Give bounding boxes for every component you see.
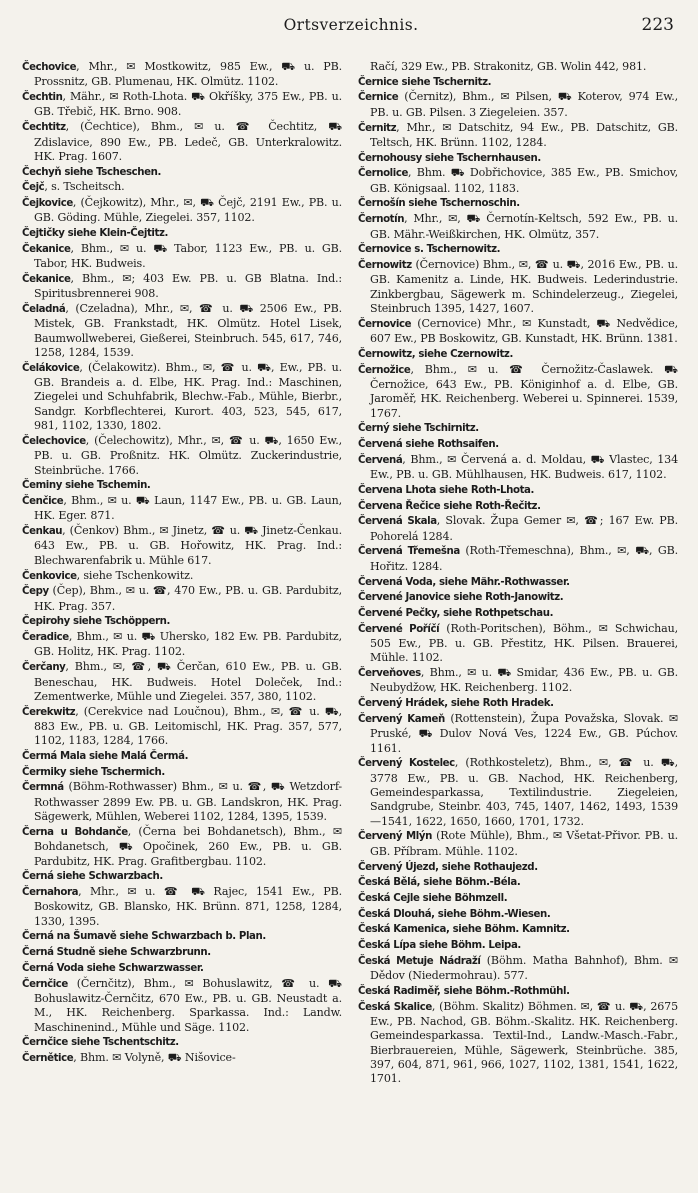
entry-text: (Cernovice) Mhr., ✉ Kunstadt, ⛟ Nedvědice, 607 Ew., PB Boskowitz, GB. Kunstadt, HK. Brünn. 1381. bbox=[370, 316, 678, 346]
entry-headword: Černolice bbox=[358, 168, 408, 180]
entry-text: , siehe Tschenkowitz. bbox=[76, 568, 194, 582]
entry-headword: Čeladná bbox=[22, 304, 66, 316]
entry-headword: Černowitz, siehe Czernowitz. bbox=[358, 348, 513, 360]
directory-entry bbox=[358, 421, 678, 436]
page-title: Ortsverzeichnis. bbox=[283, 16, 419, 34]
directory-entry bbox=[358, 317, 678, 347]
directory-entry bbox=[358, 483, 678, 498]
entry-text: , Bhm., ✉ u. ⛟ Uhersko, 182 Ew. PB. Pardubitz, GB. Holitz, HK. Prag. 1102. bbox=[34, 630, 342, 659]
directory-entry bbox=[358, 907, 678, 922]
entry-headword: Červený Újezd, siehe Rothaujezd. bbox=[358, 861, 538, 873]
entry-headword: Česká Radiměř, siehe Böhm.-Rothmühl. bbox=[358, 986, 570, 998]
directory-entry bbox=[22, 494, 342, 524]
entry-text: (Rottenstein), Župa Považska, Slovak. ✉ Pruské, ⛟ Dulov Nová Ves, 1224 Ew., GB. Púchov. 1161. bbox=[370, 711, 678, 755]
directory-entry bbox=[358, 938, 678, 953]
entry-headword: Červeňoves bbox=[358, 668, 421, 680]
directory-entry bbox=[22, 196, 342, 226]
entry-headword: Čenkau bbox=[22, 526, 63, 538]
directory-entry bbox=[22, 524, 342, 568]
entry-headword: Červená siehe Rothsaifen. bbox=[358, 439, 499, 451]
directory-entry bbox=[358, 212, 678, 242]
entry-headword: Česká Kamenica, siehe Böhm. Kamnitz. bbox=[358, 924, 570, 936]
entry-text: , (Czeladna), Mhr., ✉, ☎ u. ⛟ 2506 Ew., PB. Mistek, GB. Frankstadt, HK. Olmütz. Hotel Lisek, Baumwollweberei, Gießerei, Steinbruch. 545, 617, 746, 1258, 1284, 1539. bbox=[34, 302, 342, 360]
entry-text: (Černčitz), Bhm., ✉ Bohuslawitz, ☎ u. ⛟ Bohuslawitz-Černčitz, 670 Ew., PB. u. GB. Neustadt a. M., HK. Reichenberg. Sparkassa. Ind.: Landw. Maschinenind., Mühle und Säge. 1102. bbox=[34, 976, 342, 1034]
entry-text: , (Čenkov) Bhm., ✉ Jinetz, ☎ u. ⛟ Jinetz-Čenkau. 643 Ew., PB. u. GB. Hořowitz, HK. Prag. Ind.: Blechwarenfabrik u. Mühle 617. bbox=[34, 524, 342, 567]
directory-entry bbox=[358, 954, 678, 984]
entry-headword: Červený Kostelec bbox=[358, 758, 455, 770]
entry-headword: Černovice s. Tschernowitz. bbox=[358, 244, 501, 256]
directory-entry bbox=[358, 258, 678, 316]
entry-headword: Čelákovice bbox=[22, 362, 80, 374]
entry-headword: Černotín bbox=[358, 214, 405, 226]
entry-headword: Černošín siehe Tschernoschin. bbox=[358, 198, 520, 210]
directory-entry bbox=[22, 1051, 342, 1066]
directory-entry bbox=[358, 875, 678, 890]
directory-entry bbox=[358, 922, 678, 937]
entry-headword: Čechovice bbox=[22, 62, 77, 73]
entry-text: , Mhr., ✉ Datschitz, 94 Ew., PB. Datschitz, GB. Teltsch, HK. Brünn. 1102, 1284. bbox=[370, 120, 678, 149]
entry-headword: Čenčice bbox=[22, 496, 64, 508]
entry-headword: Černowitz bbox=[358, 259, 412, 271]
entry-headword: Čechtitz bbox=[22, 122, 66, 134]
entry-headword: Černice bbox=[358, 92, 399, 104]
entry-headword: Černá Voda siehe Schwarzwasser. bbox=[22, 962, 204, 974]
directory-entry bbox=[358, 499, 678, 514]
entry-headword: Černá siehe Schwarzbach. bbox=[22, 871, 163, 883]
entry-headword: Černovice bbox=[358, 318, 412, 330]
entry-text: , Slovak. Župa Gemer ✉, ☎; 167 Ew. PB. Pohorelá 1284. bbox=[370, 514, 678, 543]
entry-text: (Černitz), Bhm., ✉ Pilsen, ⛟ Koterov, 974 Ew., PB. u. GB. Pilsen. 3 Ziegeleien. 357. bbox=[370, 90, 678, 119]
entry-headword: Česká Metuje Nádraží bbox=[358, 955, 481, 967]
entry-text: (Čep), Bhm., ✉ u. ☎, 470 Ew., PB. u. GB. Pardubitz, HK. Prag. 357. bbox=[34, 584, 342, 613]
entry-text: , (Čelakowitz). Bhm., ✉, ☎ u. ⛟, Ew., PB. u. GB. Brandeis a. d. Elbe, HK. Prag. Ind.: Maschinen, Ziegelei und Schuhfabrik, Blechw.-Fab., Mühle, Bierbr., Sandgr. Korbflechterei, Kurort. 403, 523, 545, 617, 981, 1102, 1330, 1802. bbox=[34, 360, 342, 433]
entry-headword: Červena Lhota siehe Roth-Lhota. bbox=[358, 484, 534, 496]
entry-headword: Česká Cejle siehe Böhmzell. bbox=[358, 893, 508, 905]
directory-entry bbox=[22, 302, 342, 360]
directory-entry bbox=[358, 829, 678, 859]
directory-entry bbox=[22, 361, 342, 434]
entry-text: , s. Tscheitsch. bbox=[44, 180, 125, 194]
directory-entry bbox=[358, 363, 678, 421]
directory-entry bbox=[358, 242, 678, 257]
directory-entry bbox=[358, 60, 678, 74]
directory-entry bbox=[22, 242, 342, 272]
directory-entry bbox=[358, 606, 678, 621]
entry-text: , (Čechtice), Bhm., ✉ u. ☎ Čechtitz, ⛟ Zdislavice, 890 Ew., PB. Ledeč, GB. Unterkralowitz. HK. Prag. 1607. bbox=[34, 120, 342, 163]
entry-headword: Česká Skalice bbox=[358, 1001, 432, 1013]
entry-headword: Červený Mlýn bbox=[358, 831, 432, 843]
entry-headword: Černčice siehe Tschentschitz. bbox=[22, 1037, 179, 1049]
directory-entry bbox=[22, 780, 342, 824]
entry-text: , Bhm. ✉ Volyně, ⛟ Nišovice- bbox=[73, 1051, 236, 1065]
directory-entry bbox=[358, 756, 678, 829]
entry-headword: Černý siehe Tschirnitz. bbox=[358, 423, 479, 435]
entry-text: , Bhm., ✉ u. ⛟ Smidar, 436 Ew., PB. u. GB. Neubydžow, HK. Reichenberg. 1102. bbox=[370, 666, 678, 695]
entry-headword: Čekanice bbox=[22, 273, 71, 285]
directory-entry bbox=[358, 121, 678, 151]
directory-entry bbox=[22, 977, 342, 1035]
entry-headword: Čepirohy siehe Tschöppern. bbox=[22, 616, 170, 628]
directory-entry bbox=[22, 1035, 342, 1050]
directory-entry bbox=[22, 434, 342, 478]
entry-text: , Mhr., ✉, ⛟ Černotín-Keltsch, 592 Ew., PB. u. GB. Mähr.-Weißkirchen, HK. Olmütz, 357. bbox=[370, 212, 678, 241]
entry-text: , Bhm., ✉ u. ⛟ Laun, 1147 Ew., PB. u. GB. Laun, HK. Eger. 871. bbox=[34, 494, 342, 523]
directory-entry bbox=[22, 226, 342, 241]
directory-entry bbox=[358, 712, 678, 756]
entry-text: , Mhr., ✉ u. ☎ ⛟ Rajec, 1541 Ew., PB. Boskowitz, GB. Blansko, HK. Brünn. 871, 1258, 1284, 1330, 1395. bbox=[34, 885, 342, 928]
entry-text: , Bhm., ✉ Červená a. d. Moldau, ⛟ Vlastec, 134 Ew., PB. u. GB. Mühlhausen, HK. Budweis. 617, 1102. bbox=[370, 452, 678, 482]
directory-entry bbox=[358, 453, 678, 483]
directory-entry bbox=[22, 569, 342, 584]
page-number: 223 bbox=[641, 15, 674, 35]
directory-entry bbox=[22, 885, 342, 929]
entry-headword: Červená Skala bbox=[358, 516, 437, 528]
entry-headword: Čelechovice bbox=[22, 435, 86, 447]
directory-entry bbox=[22, 272, 342, 302]
entry-headword: Čechtin bbox=[22, 92, 63, 104]
entry-headword: Červené Pečky, siehe Rothpetschau. bbox=[358, 607, 554, 619]
entry-headword: Černá Studně siehe Schwarzbrunn. bbox=[22, 947, 211, 959]
entry-headword: Čejtičky siehe Klein-Čejtitz. bbox=[22, 228, 168, 240]
entry-headword: Čechyň siehe Tscheschen. bbox=[22, 166, 161, 178]
entry-headword: Čeradice bbox=[22, 632, 69, 644]
entry-text: , Bhm., ✉ u. ☎ Černožitz-Časlawek. ⛟ Černožice, 643 Ew., PB. Königinhof a. d. Elbe, GB. Jaroměř, HK. Reichenberg. Weberei u. Spinnerei. 1539, 1767. bbox=[370, 362, 678, 420]
entry-headword: Čermná bbox=[22, 782, 64, 794]
entry-headword: Čejč bbox=[22, 182, 45, 194]
entry-headword: Čekanice bbox=[22, 243, 71, 255]
directory-entry bbox=[22, 60, 342, 90]
entry-headword: Čeminy siehe Tschemin. bbox=[22, 480, 151, 492]
entry-text: (Rote Mühle), Bhm., ✉ Všetat-Přivor. PB. u. GB. Příbram. Mühle. 1102. bbox=[370, 829, 678, 858]
directory-entry bbox=[358, 166, 678, 196]
entry-text: , (Böhm. Skalitz) Böhmen. ✉, ☎ u. ⛟, 2675 Ew., PB. Nachod, GB. Böhm.-Skalitz. HK. Reichenberg. Gemeindesparkassa. Textil-Ind., Landw.-Masch.-Fabr., Bierbrauereien, Mühle, Sägewerk, Steinbrüche. 385, 397, 604, 871, 961, 966, 1027, 1102, 1381, 1541, 1622, 1701. bbox=[370, 999, 678, 1086]
entry-headword: Černahora bbox=[22, 887, 79, 899]
entry-text: (Böhm-Rothwasser) Bhm., ✉ u. ☎, ⛟ Wetzdorf-Rothwasser 2899 Ew. PB. u. GB. Landskron, HK. Prag. Sägewerk, Mühlen, Weberei 1102, 1284, 1395, 1539. bbox=[34, 780, 342, 824]
entry-headword: Červený Hrádek, siehe Roth Hradek. bbox=[358, 698, 554, 710]
entry-headword: Černohousy siehe Tschernhausen. bbox=[358, 152, 541, 164]
entry-headword: Česká Lípa siehe Böhm. Leipa. bbox=[358, 940, 521, 952]
entry-text: (Roth-Poritschen), Böhm., ✉ Schwichau, 505 Ew., PB. u. GB. Přestitz, HK. Pilsen. Brauerei, Mühle. 1102. bbox=[370, 621, 678, 665]
entry-headword: Červené Poříčí bbox=[358, 623, 440, 635]
directory-entry bbox=[358, 90, 678, 120]
entry-headword: Čenkovice bbox=[22, 570, 77, 582]
entry-text: , Bhm., ✉ u. ⛟ Tabor, 1123 Ew., PB. u. GB. Tabor, HK. Budweis. bbox=[34, 241, 342, 271]
entry-headword: Červený Kameň bbox=[358, 713, 445, 725]
directory-entry bbox=[358, 984, 678, 999]
directory-entry bbox=[358, 622, 678, 666]
directory-entry bbox=[358, 514, 678, 544]
entry-headword: Čermá Mala siehe Malá Čermá. bbox=[22, 751, 189, 763]
directory-entry bbox=[22, 660, 342, 704]
entry-headword: Černa u Bohdanče bbox=[22, 826, 128, 838]
entry-headword: Černětice bbox=[22, 1053, 74, 1065]
directory-entry bbox=[22, 825, 342, 869]
entry-headword: Černice siehe Tschernitz. bbox=[358, 76, 492, 88]
directory-entry bbox=[22, 478, 342, 493]
entry-text: (Černovice) Bhm., ✉, ☎ u. ⛟, 2016 Ew., PB. u. GB. Kamenitz a. Linde, HK. Budweis. Lederindustrie. Zinkbergbau, Sägewerk m. Schindelerzeug., Ziegelei, Steinbruch 1395, 1427, 1607. bbox=[370, 257, 678, 316]
entry-headword: Česká Dlouhá, siehe Böhm.-Wiesen. bbox=[358, 908, 551, 920]
entry-text: , Mhr., ✉ Mostkowitz, 985 Ew., ⛟ u. PB. Prossnitz, GB. Plumenau, HK. Olmütz. 1102. bbox=[34, 60, 342, 89]
directory-entry bbox=[358, 696, 678, 711]
entry-headword: Červená Voda, siehe Mähr.-Rothwasser. bbox=[358, 576, 570, 588]
directory-entry bbox=[22, 749, 342, 764]
directory-entry bbox=[358, 437, 678, 452]
left-column bbox=[22, 60, 342, 1180]
entry-text: , Bhm., ✉; 403 Ew. PB. u. GB Blatna. Ind.: Spiritusbrennerei 908. bbox=[34, 271, 342, 301]
directory-entry bbox=[22, 614, 342, 629]
entry-headword: Červená bbox=[358, 454, 403, 466]
directory-entry bbox=[22, 120, 342, 164]
directory-entry bbox=[22, 165, 342, 180]
directory-entry bbox=[358, 347, 678, 362]
entry-headword: Černožice bbox=[358, 364, 411, 376]
directory-entry bbox=[358, 860, 678, 875]
entry-text: , (Černa bei Bohdanetsch), Bhm., ✉ Bohdanetsch, ⛟ Opočinek, 260 Ew., PB. u. GB. Pardubitz, HK. Prag. Grafitbergbau. 1102. bbox=[34, 824, 342, 868]
entry-headword: Česká Bělá, siehe Böhm.-Béla. bbox=[358, 877, 521, 889]
entry-headword: Čerekwitz bbox=[22, 706, 76, 718]
entry-text: , (Rothkosteletz), Bhm., ✉, ☎ u. ⛟, 3778 Ew., PB. u. GB. Nachod, HK. Reichenberg, Gemeindesparkassa, Textilindustrie. Ziegeleien, Sandgrube, Steinbr. 403, 745, 1407, 1462, 1493, 1539—1541, 1622, 1650, 1660, 1701, 1732. bbox=[370, 756, 678, 828]
directory-entry bbox=[358, 1000, 678, 1087]
entry-headword: Černitz bbox=[358, 122, 397, 134]
entry-text: (Böhm. Matha Bahnhof), Bhm. ✉ Dědov (Niedermohrau). 577. bbox=[370, 953, 678, 983]
right-column bbox=[358, 60, 678, 1180]
entry-text: , Mähr., ✉ Roth-Lhota. ⛟ Okříšky, 375 Ew., PB. u. GB. Třebič, HK. Brno. 908. bbox=[34, 90, 342, 119]
directory-entry bbox=[22, 90, 342, 120]
entry-text: Račí, 329 Ew., PB. Strakonitz, GB. Wolin 442, 981. bbox=[370, 60, 647, 73]
entry-headword: Černá na Šumavě siehe Schwarzbach b. Plan. bbox=[22, 931, 266, 943]
directory-entry bbox=[358, 666, 678, 696]
directory-entry bbox=[22, 961, 342, 976]
entry-text: , (Čejkowitz), Mhr., ✉, ⛟ Čejč, 2191 Ew., PB. u. GB. Göding. Mühle, Ziegelei. 357, 1102. bbox=[34, 196, 342, 225]
directory-entry bbox=[22, 630, 342, 660]
entry-headword: Čerčany bbox=[22, 662, 66, 674]
entry-text: , (Cerekvice nad Loučnou), Bhm., ✉, ☎ u. ⛟, 883 Ew., PB. u. GB. Leitomischl, HK. Prag. 357, 577, 1102, 1183, 1284, 1766. bbox=[34, 704, 342, 748]
directory-entry bbox=[358, 75, 678, 90]
directory-entry bbox=[358, 590, 678, 605]
directory-entry bbox=[22, 765, 342, 780]
directory-entry bbox=[22, 180, 342, 195]
entry-headword: Čermiky siehe Tschermich. bbox=[22, 766, 165, 778]
entry-headword: Červené Janovice siehe Roth-Janowitz. bbox=[358, 592, 564, 604]
directory-entry bbox=[22, 929, 342, 944]
directory-entry bbox=[22, 945, 342, 960]
entry-text: , Bhm. ⛟ Dobřichovice, 385 Ew., PB. Smichov, GB. Königsaal. 1102, 1183. bbox=[370, 166, 678, 195]
directory-entry bbox=[358, 151, 678, 166]
directory-entry bbox=[22, 705, 342, 749]
directory-entry bbox=[358, 891, 678, 906]
entry-headword: Červena Řečice siehe Roth-Řečitz. bbox=[358, 500, 541, 512]
entry-text: , (Čelechowitz), Mhr., ✉, ☎ u. ⛟, 1650 Ew., PB. u. GB. Proßnitz. HK. Olmütz. Zuckerindustrie, Steinbrüche. 1766. bbox=[34, 433, 342, 477]
entry-headword: Červená Třemešna bbox=[358, 546, 460, 558]
entry-text: , Bhm., ✉, ☎, ⛟ Čerčan, 610 Ew., PB. u. GB. Beneschau, HK. Budweis. Hotel Doleček, Ind.: Zementwerke, Mühle und Ziegelei. 357, 380, 1102. bbox=[34, 660, 342, 703]
entry-headword: Čepy bbox=[22, 586, 49, 598]
page-header bbox=[24, 14, 678, 38]
directory-entry bbox=[22, 869, 342, 884]
directory-entry bbox=[22, 584, 342, 614]
directory-entry bbox=[358, 544, 678, 574]
entry-headword: Čejkovice bbox=[22, 198, 73, 210]
entry-headword: Černčice bbox=[22, 978, 68, 990]
entry-text: (Roth-Třemeschna), Bhm., ✉, ⛟, GB. Hořitz. 1284. bbox=[370, 544, 678, 573]
directory-columns bbox=[22, 60, 678, 1180]
directory-entry bbox=[358, 575, 678, 590]
directory-entry bbox=[358, 196, 678, 211]
